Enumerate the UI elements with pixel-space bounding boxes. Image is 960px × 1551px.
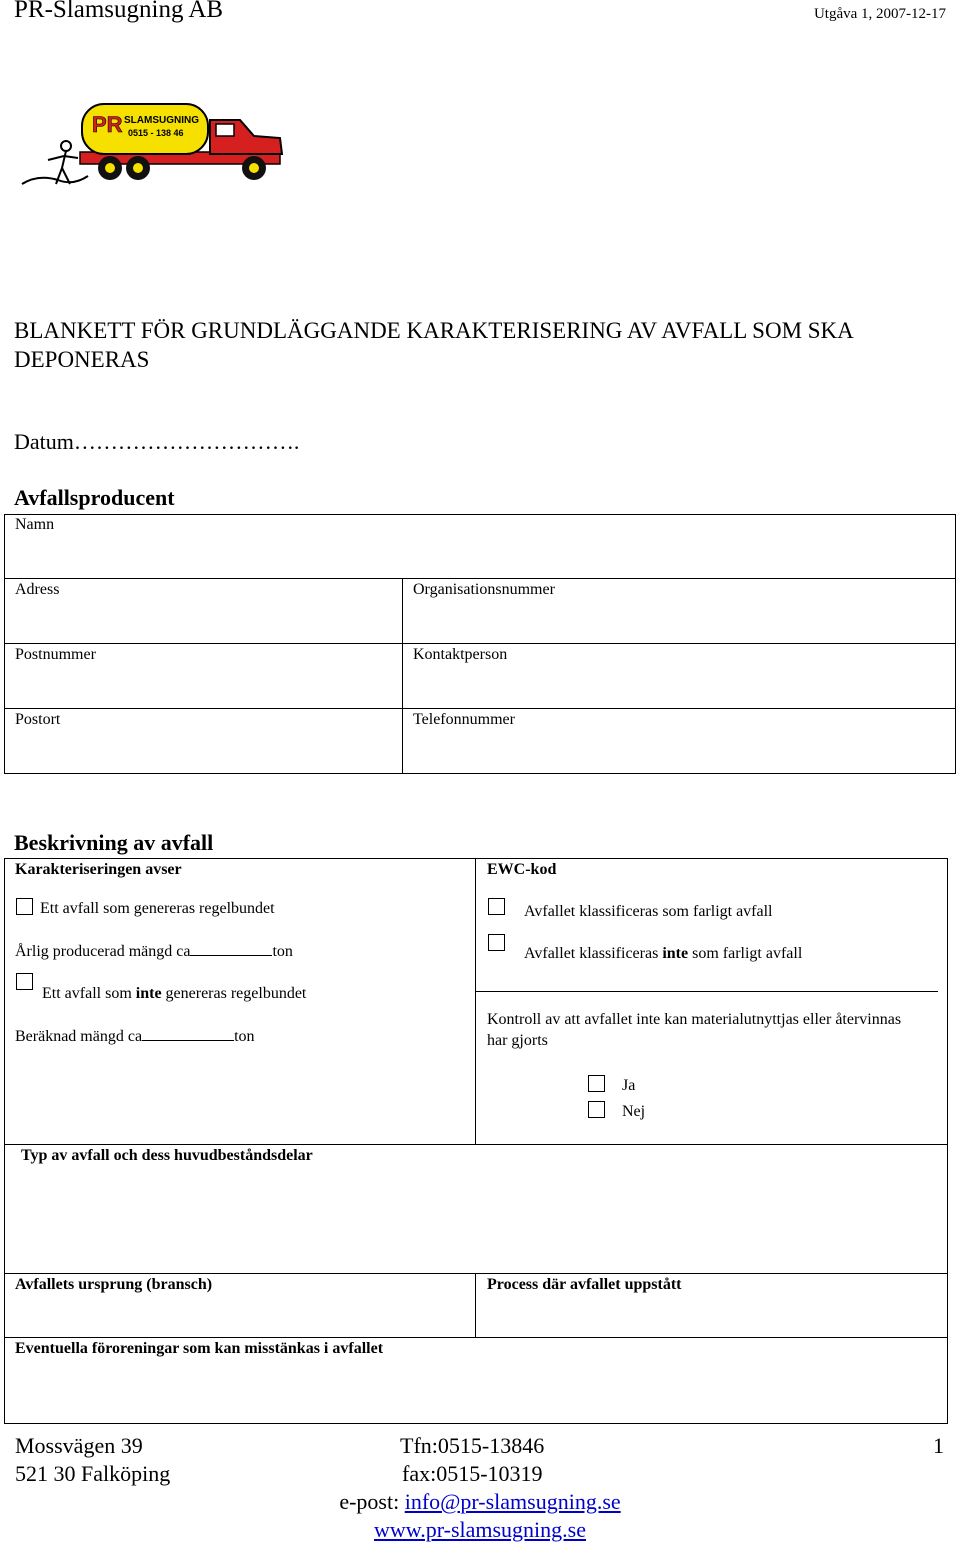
worker-head [61, 141, 71, 151]
producer-heading: Avfallsproducent [14, 485, 175, 510]
postal-code-field[interactable]: Postnummer [15, 646, 96, 663]
control-label: Kontroll av att avfallet inte kan materialutnyttjas eller återvinnas har gjorts [487, 1011, 902, 1049]
footer-street: Mossvägen 39 [15, 1433, 143, 1458]
truck-window [216, 124, 234, 136]
producer-table [4, 514, 956, 774]
footer-phone: Tfn:0515-13846 [400, 1433, 545, 1458]
ewc-label[interactable]: EWC-kod [487, 861, 557, 878]
annual-amount-field[interactable] [15, 943, 293, 961]
waste-type-field[interactable]: Typ av avfall och dess huvudbeståndsdelar [21, 1147, 313, 1164]
logo-text: SLAMSUGNING [124, 115, 199, 126]
description-heading: Beskrivning av avfall [14, 830, 214, 855]
annual-amount-label: Årlig producerad mängd ca [15, 943, 191, 960]
address-field[interactable]: Adress [15, 581, 60, 598]
nonhazardous-checkbox[interactable] [488, 934, 505, 951]
footer-email-label: e-post: [339, 1489, 405, 1514]
company-logo [18, 96, 290, 196]
no-label: Nej [622, 1103, 646, 1120]
estimated-amount-field[interactable] [15, 1028, 255, 1046]
page-number: 1 [933, 1433, 944, 1458]
regular-checkbox[interactable] [16, 898, 33, 915]
footer-fax: fax:0515-10319 [402, 1461, 543, 1486]
no-checkbox[interactable] [588, 1101, 605, 1118]
hazardous-label: Avfallet klassificeras som farligt avfall [524, 903, 773, 920]
company-name: PR-Slamsugning AB [14, 0, 224, 23]
nonhazardous-label: Avfallet klassificeras inte som farligt avfall [524, 945, 803, 962]
process-field[interactable]: Process där avfallet uppstått [487, 1276, 682, 1293]
regular-label: Ett avfall som genereras regelbundet [40, 900, 275, 917]
ton-unit-1: ton [272, 943, 293, 960]
origin-field[interactable]: Avfallets ursprung (bransch) [15, 1276, 213, 1293]
name-field[interactable]: Namn [15, 516, 55, 533]
footer-email-link[interactable]: info@pr-slamsugning.se [404, 1489, 621, 1514]
annual-amount-blank[interactable] [190, 954, 272, 956]
form-title: BLANKETT FÖR GRUNDLÄGGANDE KARAKTERISERING AV AVFALL SOM SKA DEPONERAS [14, 318, 853, 372]
contact-field[interactable]: Kontaktperson [413, 646, 508, 663]
phone-field[interactable]: Telefonnummer [413, 711, 515, 728]
irregular-checkbox[interactable] [16, 973, 33, 990]
logo-brand: PR [92, 112, 123, 137]
hazardous-checkbox[interactable] [488, 898, 505, 915]
date-field[interactable]: Datum…………………………. [14, 429, 300, 454]
contaminants-field[interactable]: Eventuella föroreningar som kan misstänkas i avfallet [15, 1340, 384, 1357]
footer-web-line [0, 1517, 960, 1543]
hose-line [22, 176, 88, 184]
footer-web-link[interactable]: www.pr-slamsugning.se [374, 1517, 586, 1542]
estimated-amount-blank[interactable] [142, 1039, 234, 1041]
edition-date: Utgåva 1, 2007-12-17 [813, 6, 946, 22]
logo-phone: 0515 - 138 46 [128, 128, 184, 138]
irregular-label: Ett avfall som inte genereras regelbundet [42, 985, 307, 1002]
footer-city: 521 30 Falköping [15, 1461, 171, 1486]
yes-checkbox[interactable] [588, 1075, 605, 1092]
estimated-amount-label: Beräknad mängd ca [15, 1028, 143, 1045]
ton-unit-2: ton [234, 1028, 255, 1045]
city-field[interactable]: Postort [15, 711, 61, 728]
yes-label: Ja [622, 1077, 636, 1094]
org-number-field[interactable]: Organisationsnummer [413, 581, 555, 598]
footer-email-line [0, 1489, 960, 1515]
characterization-label: Karakteriseringen avser [15, 861, 182, 878]
